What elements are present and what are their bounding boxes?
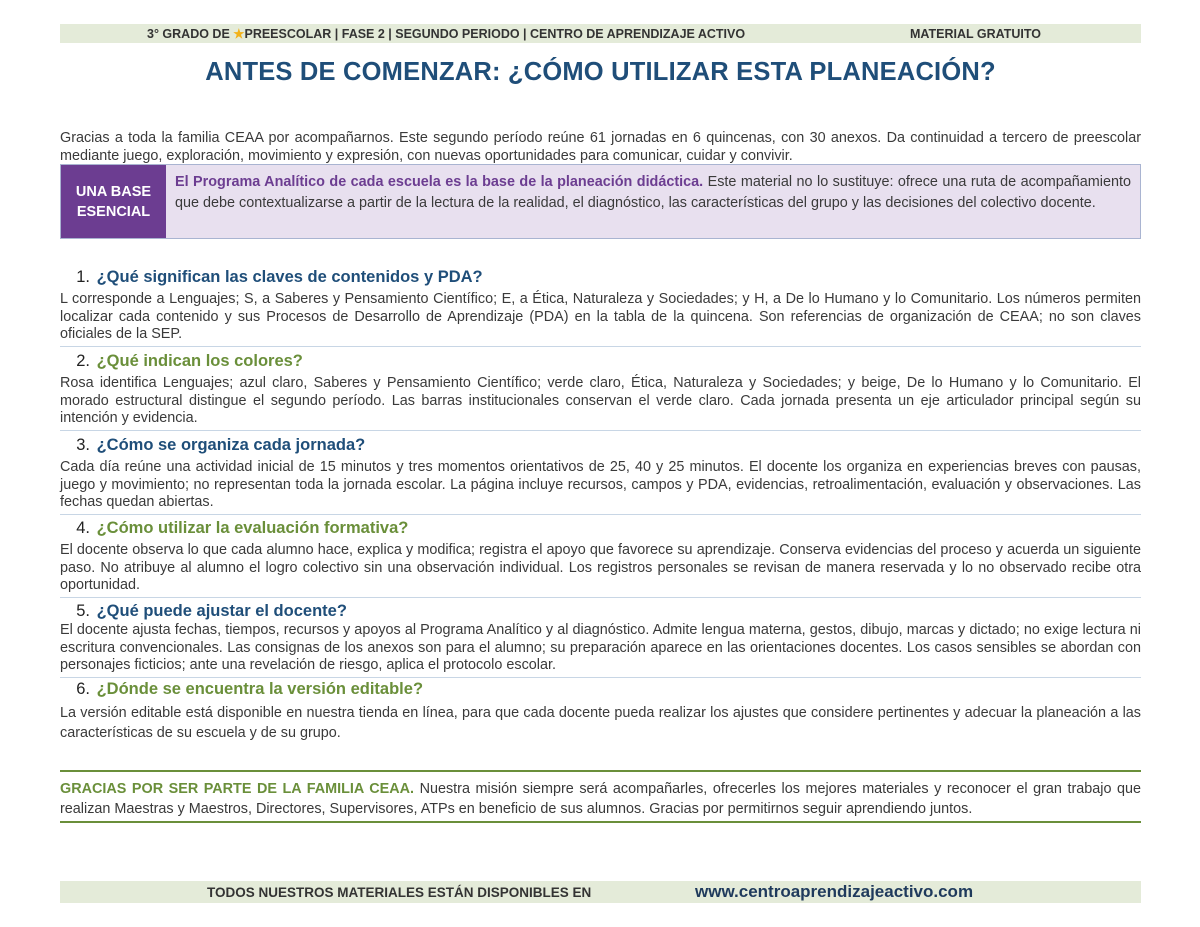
question-answer: El docente observa lo que cada alumno hace, explica y modifica; registra el apoyo que favorece su aprendizaje. Conserva evidencias del proceso y acuerda un siguiente paso. No atribuye al alumno el logro colectivo sin una observación individual. Los registros personales se revisan de manera reservada y lo no observado recibe otra oportunidad.: [60, 542, 1141, 593]
question-answer: La versión editable está disponible en nuestra tienda en línea, para que cada docente pueda realizar los ajustes que considere pertinentes y adecuar la planeación a las características de su escuela y de su grupo.: [60, 705, 1141, 741]
website-link[interactable]: www.centroaprendizajeactivo.com: [695, 882, 974, 901]
question-heading: 5. ¿Qué puede ajustar el docente?: [76, 602, 347, 620]
question-answer: Cada día reúne una actividad inicial de 15 minutos y tres momentos orientativos de 25, 40 y 25 minutos. El docente los organiza en experiencias breves con pausas, juego y movimiento; no representan toda la jornada escolar. La página incluye recursos, campos y PDA, evidencias, retroalimentación, evaluación y observaciones. Las fechas quedan abiertas.: [60, 459, 1141, 510]
essential-callout: [60, 164, 1141, 239]
intro-paragraph: Gracias a toda la familia CEAA por acompañarnos. Este segundo período reúne 61 jornadas en 6 quincenas, con 30 anexos. Da continuidad a tercero de preescolar mediante juego, exploración, movimiento y expresión, con nuevas oportunidades para comunicar, cuidar y convivir.: [60, 130, 1141, 164]
question-answer: El docente ajusta fechas, tiempos, recursos y apoyos al Programa Analítico y al diagnóstico. Admite lengua materna, gestos, dibujo, marcas y dictado; no exige lectura ni escritura convencionales. Las consignas de los anexos son para el alumno; su preparación aparece en las orientaciones docentes. Los casos sensibles se abordan con personajes ficticios; ante una revelación de riesgo, aplica el protocolo escolar.: [60, 622, 1141, 673]
header-bar: [60, 24, 1141, 43]
question-block-3: [60, 434, 1141, 515]
question-heading: 6. ¿Dónde se encuentra la versión editable?: [76, 680, 424, 698]
footer-bar: [60, 881, 1141, 903]
star-icon: ★: [233, 27, 245, 41]
question-block-4: [60, 517, 1141, 598]
page-title: ANTES DE COMENZAR: ¿CÓMO UTILIZAR ESTA PLANEACIÓN?: [205, 58, 996, 86]
callout-text: El Programa Analítico de cada escuela es la base de la planeación didáctica. Este material no lo sustituye: ofrece una ruta de acompañamiento que debe contextualizarse a partir de la lectura de la realidad, el diagnóstico, las características del grupo y las decisiones del colectivo docente.: [175, 174, 1131, 211]
footer-label: TODOS NUESTROS MATERIALES ESTÁN DISPONIBLES EN: [207, 885, 592, 900]
question-block-1: [60, 266, 1141, 347]
question-block-2: [60, 350, 1141, 431]
question-answer: L corresponde a Lenguajes; S, a Saberes y Pensamiento Científico; E, a Ética, Naturaleza y Sociedades; y H, a De lo Humano y lo Comunitario. Los números permiten localizar cada contenido y sus Procesos de Desarrollo de Aprendizaje (PDA) en la tabla de la quincena. Son referencias de organización de CEAA; no son claves oficiales de la SEP.: [60, 291, 1141, 342]
question-block-6: [60, 678, 1141, 745]
question-answer: Rosa identifica Lenguajes; azul claro, Saberes y Pensamiento Científico; verde claro, Ética, Naturaleza y Sociedades; y beige, De lo Humano y lo Comunitario. El morado estructural distingue el segundo período. Las barras institucionales conservan el verde claro. Cada jornada presenta un eje articulador principal según su intención y evidencia.: [60, 375, 1141, 426]
question-heading: 4. ¿Cómo utilizar la evaluación formativa?: [76, 519, 409, 537]
callout-label: UNA BASE ESENCIAL: [61, 165, 166, 238]
header-program: 3° GRADO DE ★PREESCOLAR | FASE 2 | SEGUNDO PERIODO | CENTRO DE APRENDIZAJE ACTIVO: [147, 27, 746, 41]
question-heading: 2. ¿Qué indican los colores?: [76, 352, 303, 370]
thanks-banner: GRACIAS POR SER PARTE DE LA FAMILIA CEAA. Nuestra misión siempre será acompañarles, ofrecerles los mejores materiales y reconocer el gran trabajo que realizan Maestras y Maestros, Directores, Supervisores, ATPs en beneficio de sus alumnos. Gracias por permitirnos seguir aprendiendo juntos.: [60, 770, 1141, 823]
question-block-5: [60, 600, 1141, 678]
question-heading: 3. ¿Cómo se organiza cada jornada?: [76, 436, 366, 454]
header-free-material: MATERIAL GRATUITO: [910, 26, 1042, 41]
question-heading: 1. ¿Qué significan las claves de contenidos y PDA?: [76, 268, 483, 286]
